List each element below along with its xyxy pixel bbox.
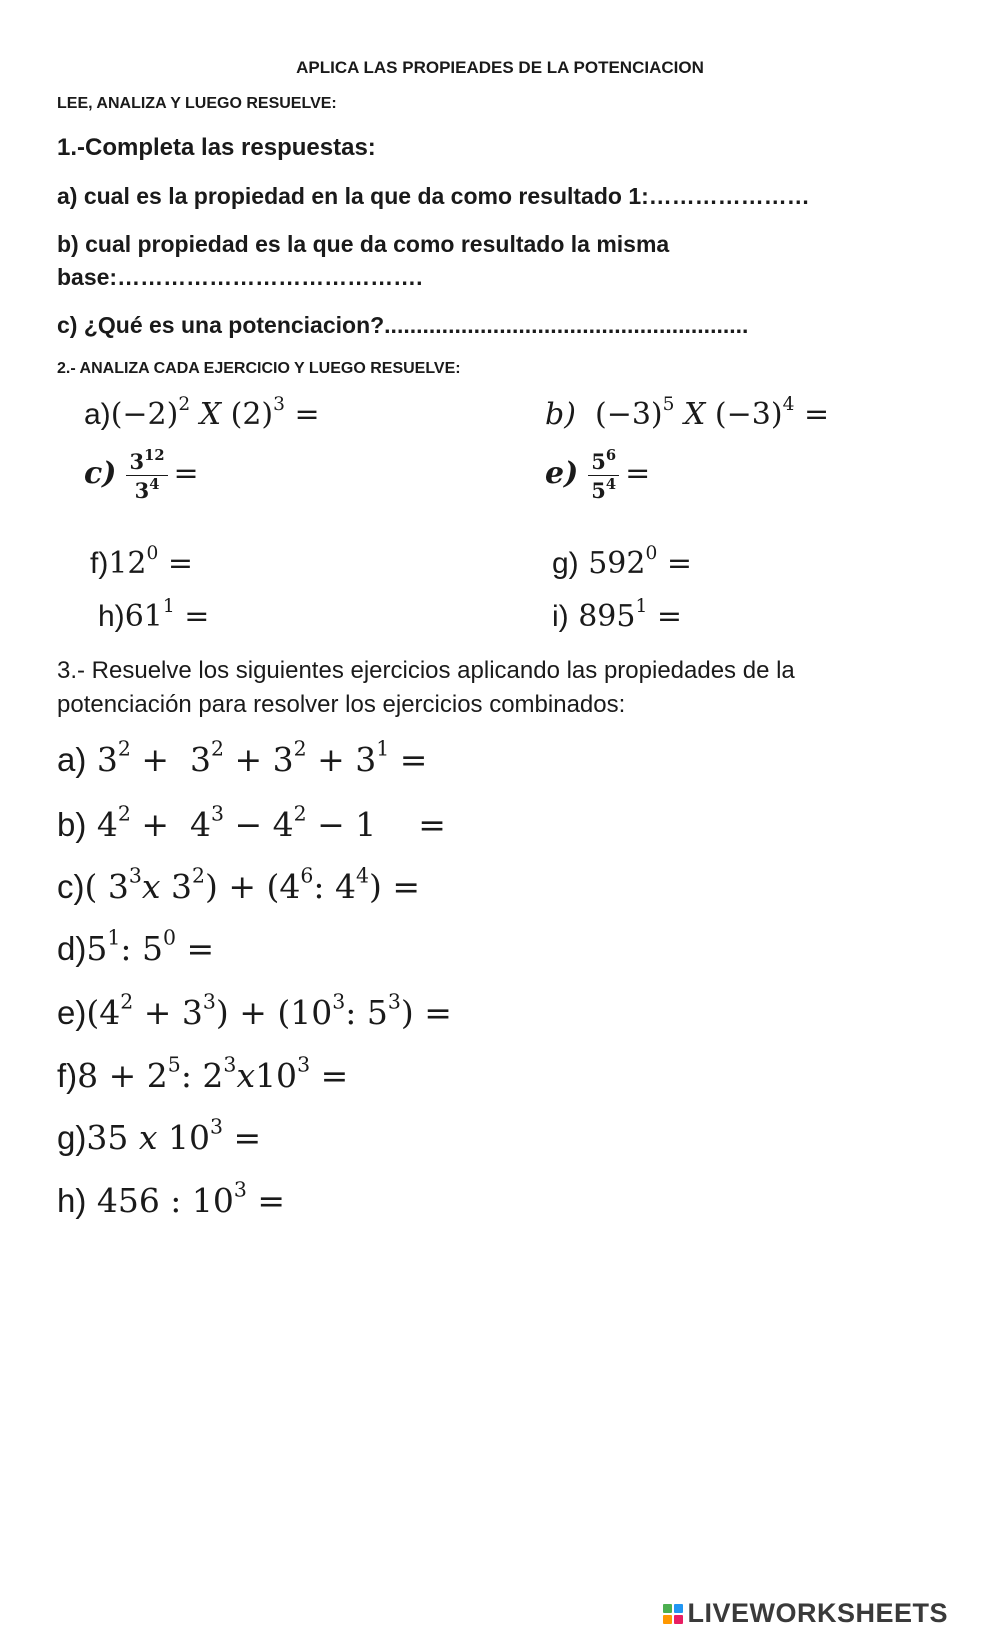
logo-tile [674, 1604, 683, 1613]
exercise-2h: $h)61^1$ = [98, 596, 210, 634]
exercise-label: h) [98, 600, 125, 633]
exercise-2i: i) $895^1$ = [552, 596, 682, 634]
exercise-label: a) [84, 398, 111, 431]
section1-heading: 1.-Completa las respuestas: [57, 134, 376, 161]
logo-tile [674, 1615, 683, 1624]
exercise-2g: g) $592^0$ = [552, 543, 693, 581]
instructions: LEE, ANALIZA Y LUEGO RESUELVE: [57, 95, 337, 112]
question-b-line1: b) cual propiedad es la que da como resultado la misma [57, 231, 670, 257]
exercise-2f: $f)12^0$ = [90, 543, 194, 581]
exercise-3a: a) $3^2 + 3^2 + 3^2 + 3^1$ = [57, 736, 428, 779]
exercise-label: i) [552, 600, 569, 633]
logo-icon [663, 1604, 683, 1624]
question-b-line2: base:…………………………………. [57, 264, 423, 290]
exercise-3b: b) $4^2 + 4^3 - 4^2 - 1$ = [57, 801, 446, 844]
section3-heading-line2: potenciación para resolver los ejercicios combinados: [57, 691, 626, 718]
liveworksheets-logo[interactable] [663, 1598, 948, 1629]
exercise-2c: c) $\frac{3^{12}}{3^4}$ = [84, 447, 199, 503]
exercise-3h: h) 456 : $10^3$ = [57, 1177, 286, 1220]
exercise-label: d) [57, 930, 87, 967]
exercise-label: e) [545, 455, 579, 491]
logo-text: LIVEWORKSHEETS [687, 1598, 948, 1628]
exercise-3f: $f)8 + 2^5$: $2^3x10^3$ = [57, 1052, 349, 1095]
exercise-label: g) [57, 1119, 87, 1156]
logo-tile [663, 1615, 672, 1624]
page-title: APLICA LAS PROPIEADES DE LA POTENCIACION [296, 58, 704, 77]
exercise-label: b) [545, 397, 576, 432]
exercise-2e: e) $\frac{5^6}{5^4}$ = [545, 447, 651, 503]
exercise-label: f) [57, 1057, 78, 1094]
exercise-label: b) [57, 806, 87, 843]
exercise-label: f) [90, 547, 109, 580]
exercise-3c: c)( $3^3x$ $3^2) + (4^6$: $4^4$) = [57, 863, 421, 906]
exercise-3g: g)35 x $10^3$ = [57, 1114, 262, 1157]
exercise-label: e) [57, 994, 87, 1031]
exercise-label: c) [84, 455, 117, 491]
exercise-3d: $d)5^1$: $5^0$ = [57, 925, 215, 968]
exercise-3e: $e)(4^2 + 3^3) + (10^3$: $5^3$) = [57, 989, 452, 1032]
logo-tile [663, 1604, 672, 1613]
exercise-label: g) [552, 547, 579, 580]
exercise-label: h) [57, 1182, 87, 1219]
section3-heading-line1: 3.- Resuelve los siguientes ejercicios aplicando las propiedades de la [57, 657, 795, 684]
question-c: c) ¿Qué es una potenciacion?......................................................... [57, 312, 749, 338]
exercise-2a: $a)(-2)^2$ X $(2)^3$ = [84, 394, 320, 432]
exercise-2b: b) $(-3)^5$ X $(-3)^4$ = [545, 394, 830, 432]
exercise-label: a) [57, 741, 87, 778]
section2-heading: 2.- ANALIZA CADA EJERCICIO Y LUEGO RESUELVE: [57, 360, 461, 377]
exercise-label: c) [57, 868, 85, 905]
question-a: a) cual es la propiedad en la que da como resultado 1:………………… [57, 183, 810, 209]
